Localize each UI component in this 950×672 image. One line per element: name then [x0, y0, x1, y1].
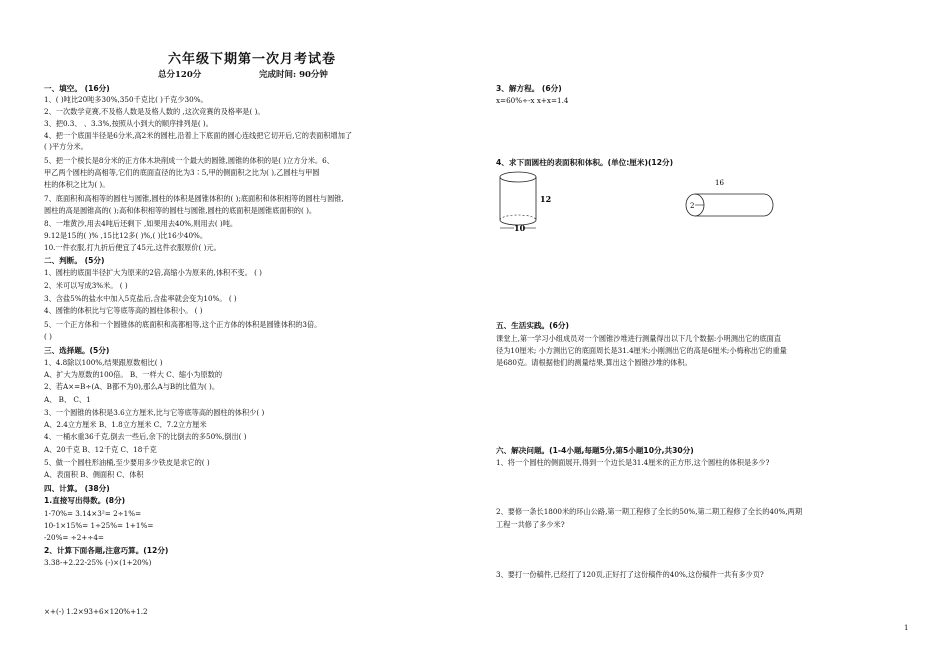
section-heading: 1.直接写出得数。(8分) — [44, 496, 126, 505]
question-line: 5、一个正方体和一个圆锥体的底面积和高都相等,这个正方体的体积是圆锥体积的3倍。 — [44, 320, 322, 329]
question-line: 4、把一个底面半径是6分米,高2米的圆柱,沿着上下底面的圆心连线把它切开后,它的表面积增加了 — [44, 131, 353, 140]
question-line: 2、米可以写成3%米。 ( ) — [44, 281, 128, 290]
question-line: ( ) — [44, 332, 52, 341]
cylinder2-radius-label: 2 — [690, 202, 695, 210]
section-heading: 2、计算下面各题,注意巧算。(12分) — [44, 546, 169, 555]
page-number: 1 — [904, 624, 909, 632]
page-title: 六年级下期第一次月考试卷 — [168, 52, 337, 67]
question-line: 10.一件衣服,打九折后便宜了45元,这件衣服原价( )元。 — [44, 243, 221, 252]
question-line: x=60%÷-x x+x=1.4 — [496, 96, 569, 105]
question-line: ×+(-) 1.2×93+6×120%+1.2 — [44, 607, 148, 616]
question-line: 1、圆柱的底面半径扩大为原来的2倍,高缩小为原来的,体积不变。 ( ) — [44, 268, 262, 277]
section-heading: 五、生活实践。(6分) — [496, 321, 569, 330]
question-line: 1、( )吨比20吨多30%,350千克比( )千克少30%。 — [44, 95, 208, 104]
question-line: 4、一桶水重36千克,倒去一些后,余下的比倒去的多50%,倒出( ) — [44, 432, 247, 441]
question-line: 工程一共修了多少米? — [496, 520, 565, 529]
section-heading: 二、判断。 (5分) — [44, 256, 105, 265]
section-heading: 六、解决问题。(1-4小题,每题5分,第5小题10分,共30分) — [496, 446, 694, 455]
section-heading: 四、计算。 (38分) — [44, 484, 110, 493]
question-line: A、表面积 B、侧面积 C、体积 — [44, 470, 144, 479]
question-line: 1、4.8除以100%,结果跟原数相比( ) — [44, 358, 163, 367]
question-line: -20%= ÷2+÷4= — [44, 533, 104, 542]
question-line: 径为10厘米; 小方测出它的底面周长是31.4厘米;小刚测出它的高是6厘米;小梅称出它的重量 — [496, 346, 787, 355]
question-line: 5、做一个圆柱形油桶,至少要用多少铁皮是求它的( ) — [44, 458, 210, 467]
cylinder2-length-label: 16 — [715, 179, 724, 187]
question-line: 3、把0.3、 、3.3%,按照从小到大的顺序排列是( )。 — [44, 119, 213, 128]
question-line: 2、一次数学竞赛,不及格人数是及格人数的 ,这次竞赛的及格率是( )。 — [44, 107, 265, 116]
cylinder1-diameter-label: 10 — [514, 223, 526, 233]
question-line: 10-1×15%= 1÷25%= 1+1%= — [44, 521, 154, 530]
section-heading: 4、求下面圆柱的表面积和体积。(单位:厘米)(12分) — [496, 158, 674, 167]
question-line: 课堂上,第一学习小组成员对一个圆锥沙堆进行测量得出以下几个数据:小明测出它的底面直 — [496, 334, 782, 343]
question-line: 1、将一个圆柱的侧面展开,得到一个边长是31.4厘米的正方形,这个圆柱的体积是多少? — [496, 458, 770, 467]
question-line: ( )平方分米。 — [44, 142, 88, 151]
question-line: 8、一堆黄沙,用去4吨后还剩下 ,如果用去40%,则用去( )吨。 — [44, 219, 238, 228]
section-heading: 一、填空。 (16分) — [44, 84, 110, 93]
question-line: 2、要修一条长1800米的环山公路,第一期工程修了全长的50%,第二期工程修了全长的40%,两期 — [496, 507, 803, 516]
question-line: A、20千克 B、12千克 C、18千克 — [44, 445, 157, 454]
question-line: 是680克。请根据他们的测量结果,算出这个圆锥沙堆的体积。 — [496, 358, 692, 367]
question-line: 3.38-+2.22-25% (-)×(1+20%) — [44, 558, 152, 567]
question-line: 7、底面积和高相等的圆柱与圆锥,圆柱的体积是圆锥体积的( );底面积和体积相等的圆柱与圆锥, — [44, 194, 344, 203]
cylinder1-height-label: 12 — [540, 194, 552, 204]
total-score: 总分120分 — [158, 70, 202, 80]
question-line: A、 B、 C、1 — [44, 395, 91, 404]
question-line: 5、把一个棱长是8分米的正方体木块削成一个最大的圆锥,圆锥的体积的是( )立方分米。6、 — [44, 156, 334, 165]
question-line: 2、若A×=B÷(A、B都不为0),那么A与B的比值为( )。 — [44, 382, 220, 391]
question-line: 3、要打一份稿件,已经打了120页,正好打了这份稿件的40%,这份稿件一共有多少页? — [496, 570, 764, 579]
section-heading: 三、选择题。(5分) — [44, 346, 110, 355]
question-line: 甲乙两个圆柱的高相等,它们的底面直径的比为3∶5,甲的侧面积之比为( ),乙圆柱与甲圆 — [44, 168, 320, 177]
question-line: 柱的体积之比为( )。 — [44, 180, 110, 189]
time-limit: 完成时间: 90分钟 — [259, 70, 328, 80]
section-heading: 3、解方程。 (6分) — [496, 84, 562, 93]
question-line: 9.12是15的( )% ,15比12多( )%,( )比16少40%。 — [44, 231, 208, 240]
question-line: A、2.4立方厘米 B、1.8立方厘米 C、7.2立方厘米 — [44, 420, 207, 429]
question-line: 圆柱的高是圆锥高的( );高和体积相等的圆柱与圆锥,圆柱的底面积是圆锥底面积的( )。 — [44, 206, 317, 215]
question-line: 3、一个圆锥的体积是3.6立方厘米,比与它等底等高的圆柱的体积少( ) — [44, 408, 265, 417]
question-line: A、扩大为原数的100倍。 B、一样大 C、缩小为原数的 — [44, 370, 223, 379]
question-line: 3、含盐5%的盐水中加入5克盐后,含盐率就会变为10%。 ( ) — [44, 294, 237, 303]
question-line: 4、圆锥的体积比与它等底等高的圆柱体积小。 ( ) — [44, 306, 203, 315]
question-line: 1-70%= 3.14×3²= 2÷1%= — [44, 509, 142, 518]
upright-cylinder-figure — [494, 168, 564, 236]
horizontal-cylinder-figure — [680, 176, 780, 220]
